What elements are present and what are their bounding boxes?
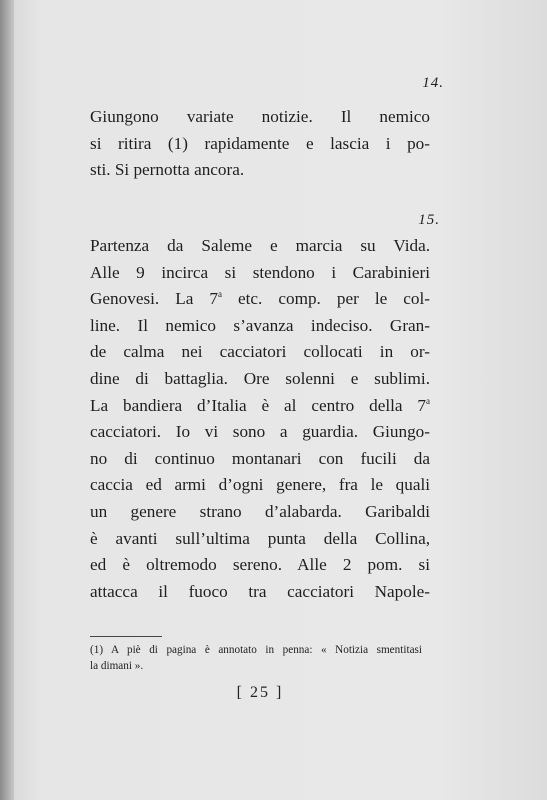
text-line: sti. Si pernotta ancora. xyxy=(90,160,245,180)
footnote-line: (1) A piè di pagina è annotato in penna: « Notizia smentitasi xyxy=(90,644,422,656)
text-line: de calma nei cacciatori collocati in or- xyxy=(90,342,430,362)
entry-heading-15: 15. xyxy=(418,212,440,228)
text-fragment: Genovesi. La 7 xyxy=(90,289,218,309)
page-number: [ 25 ] xyxy=(236,684,284,701)
entry-heading-14: 14. xyxy=(422,75,444,91)
footnote xyxy=(90,642,422,674)
text-line: line. Il nemico s’avanza indeciso. Gran- xyxy=(90,315,430,335)
text-line: dine di battaglia. Ore solenni e sublimi. xyxy=(90,368,430,388)
text-line: attacca il fuoco tra cacciatori Napole- xyxy=(90,581,430,601)
text-line: Alle 9 incirca si stendono i Carabinieri xyxy=(90,262,430,282)
entry-paragraph-15 xyxy=(90,233,430,605)
text-line: Giungono variate notizie. Il nemico xyxy=(90,107,430,126)
text-line: cacciatori. Io vi sono a guardia. Giungo- xyxy=(90,422,430,442)
text-line: un genere strano d’alabarda. Garibaldi xyxy=(90,501,430,521)
entry-paragraph-14 xyxy=(90,104,430,184)
text-line: si ritira (1) rapidamente e lascia i po- xyxy=(90,133,430,153)
text-fragment: etc. comp. per le col- xyxy=(221,289,430,309)
text-line: ed è oltremodo sereno. Alle 2 pom. si xyxy=(90,555,430,575)
text-line xyxy=(90,286,430,313)
text-line xyxy=(90,393,430,420)
text-line: è avanti sull’ultima punta della Collina, xyxy=(90,528,430,548)
book-spine xyxy=(0,0,14,800)
footnote-rule xyxy=(90,636,162,637)
text-fragment: La bandiera d’Italia è al centro della 7 xyxy=(90,395,426,415)
text-line: caccia ed armi d’ogni genere, fra le quali xyxy=(90,475,430,495)
text-line: Partenza da Saleme e marcia su Vida. xyxy=(90,236,430,255)
superscript: a xyxy=(426,395,430,406)
text-line: no di continuo montanari con fucili da xyxy=(90,448,430,468)
footnote-line: la dimani ». xyxy=(90,660,144,672)
superscript: a xyxy=(217,289,222,300)
